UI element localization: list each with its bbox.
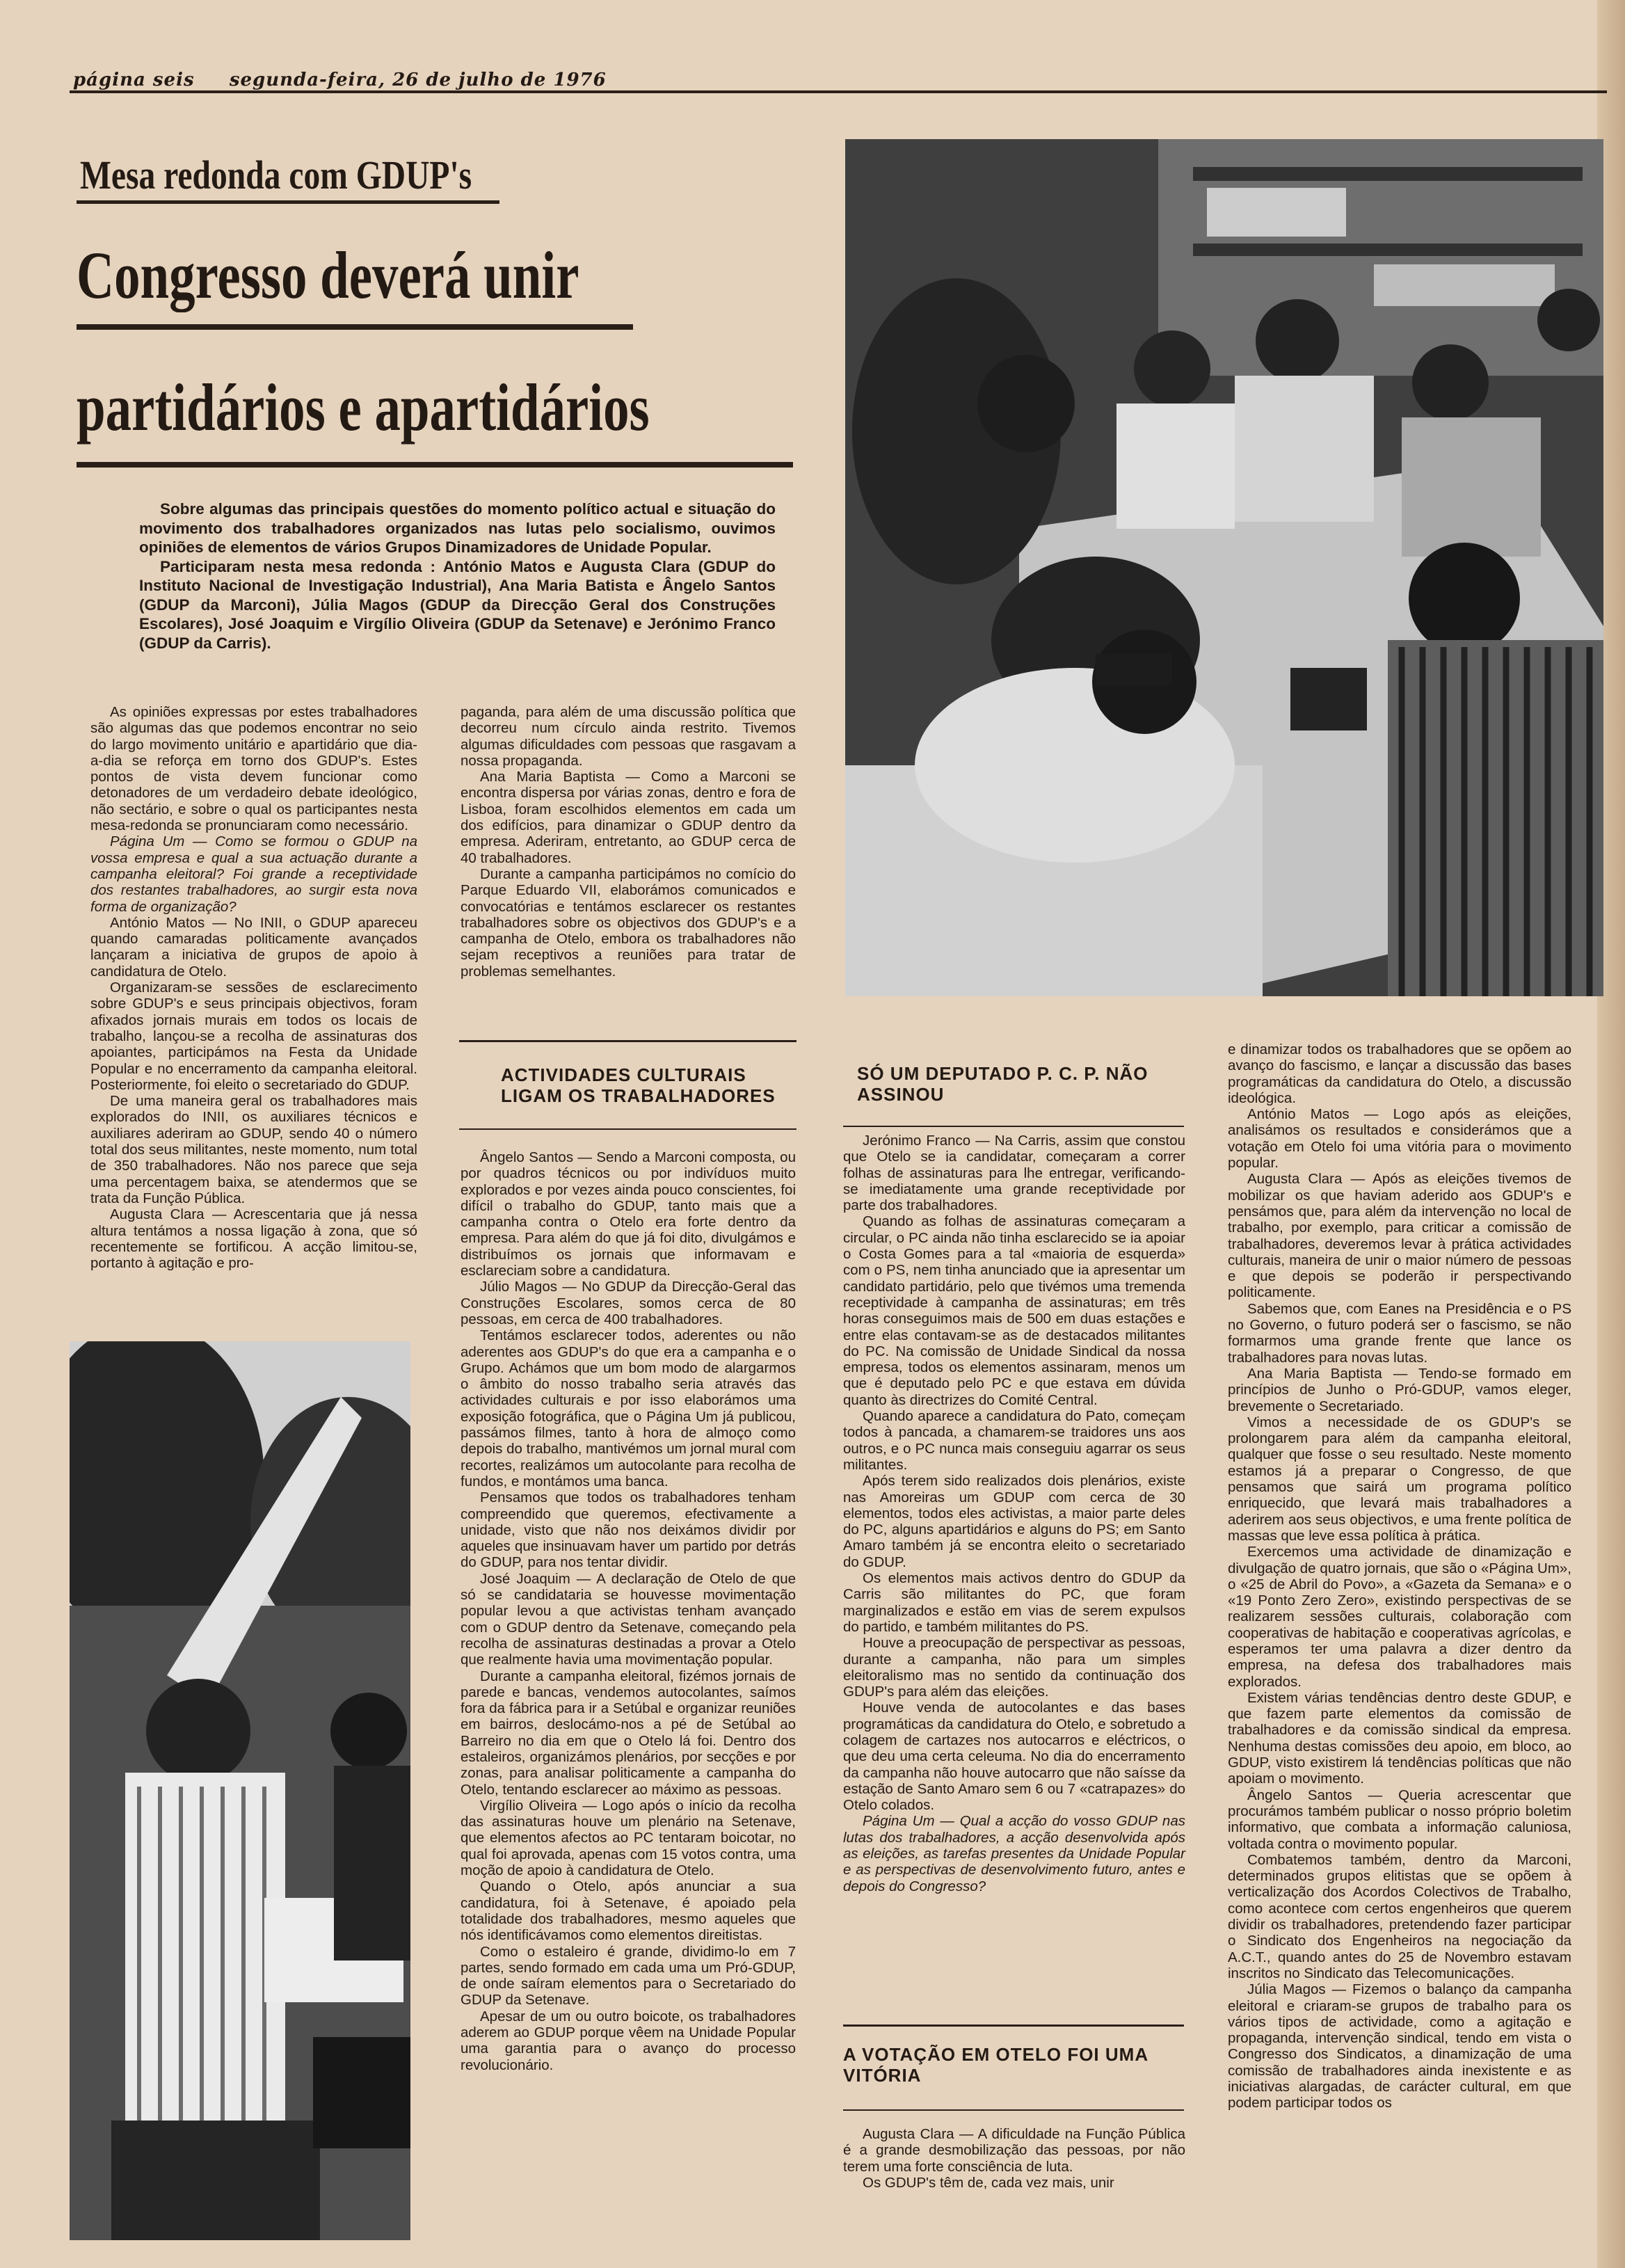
paragraph: Apesar de um ou outro boicote, os trabalhadores aderem ao GDUP porque vêem na Unidade Popular uma garantia para o avanço do processo revolucionário. [461, 2008, 796, 2073]
paragraph: Durante a campanha eleitoral, fizémos jornais de parede e bancas, vendemos autocolantes, saímos fora da fábrica para ir a Setúbal e organizar reuniões em bairros, deslocámo-nos a pé de Setúbal ao Barreiro no dia em que o Otelo lá foi. Dentro dos estaleiros, organizámos plenários, por secções e por zonas, para analisar politicamente a campanha do Otelo, tentando esclarecer ao máximo as pessoas. [461, 1668, 796, 1798]
headline-line-1: Congresso deverá unir [77, 238, 579, 312]
paragraph: Existem várias tendências dentro deste GDUP, e que fazem parte elementos da comissão de trabalhadores e da comissão sindical da empresa. Nenhuma destas comissões deu apoio, em bloco, ao GDUP, visto existirem lá tendências políticas que não apoiam o movimento. [1228, 1689, 1571, 1787]
header-rule [70, 90, 1607, 93]
subhead-cultural-activities: ACTIVIDADES CULTURAIS LIGAM OS TRABALHADORES [501, 1064, 776, 1106]
rally-photo [70, 1341, 410, 2240]
headline-rule-2 [77, 462, 793, 468]
paragraph: Augusta Clara — A dificuldade na Função Pública é a grande desmobilização das pessoas, por não terem uma forte consciência de luta. [843, 2126, 1185, 2175]
question-paragraph: Página Um — Como se formou o GDUP na vossa empresa e qual a sua actuação durante a campanha eleitoral? Foi grande a receptividade dos restantes trabalhadores, ao surgir esta nova forma de organização? [90, 833, 417, 915]
paragraph: Como o estaleiro é grande, dividimo-lo em 7 partes, sendo formado em cada uma um Pró-GDUP, de onde saíram elementos para o Secretariado do GDUP da Setenave. [461, 1943, 796, 2009]
paragraph: As opiniões expressas por estes trabalhadores são algumas das que podemos encontrar no seio do largo movimento unitário e apartidário que dia-a-dia se reforça em torno dos GDUP's. Estes pontos de vista devem funcionar como detonadores de um verdadeiro debate ideológico, não sectário, e sobre o qual os participantes nesta mesa-redonda se pronunciaram como necessário. [90, 704, 417, 834]
article-intro [139, 500, 776, 653]
paragraph: Augusta Clara — Acrescentaria que já nessa altura tentámos a nossa ligação à zona, que só recentemente se fortificou. A acção limitou-se, portanto à agitação e pro- [90, 1206, 417, 1272]
column-3-top [843, 1133, 1185, 1894]
subhead-rule [843, 1126, 1184, 1127]
paragraph: Exercemos uma actividade de dinamização e divulgação de quatro jornais, que são o «Página Um», o «25 de Abril do Povo», a «Gazeta da Semana» e o «19 Ponto Zero Zero», existindo perspectivas de se realizarem sessões culturais, colaboração com cooperativas de habitação e cooperativas agrícolas, e esperamos ter uma palavra a dizer dentro da empresa, na defesa dos trabalhadores mais explorados. [1228, 1544, 1571, 1690]
question-paragraph: Página Um — Qual a acção do vosso GDUP nas lutas dos trabalhadores, a acção desenvolvida após as eleições, as tarefas presentes da Unidade Popular e as perspectivas de desenvolvimento futuro, antes e depois do Congresso? [843, 1813, 1185, 1894]
paragraph: Quando as folhas de assinaturas começaram a circular, o PC ainda não tinha esclarecido se ia apoiar o Costa Gomes para a tal «maioria de esquerda» com o PS, nem tinha anunciado que ia apresentar um candidato partidário, pelo que tivémos uma tremenda receptividade à campanha de assinaturas; em três horas conseguimos mais de 500 em duas estações e entre elas contavam-se as de destacados militantes do PC. Na comissão de Unidade Sindical da nossa empresa, todos os elementos assinaram, menos um que é deputado pelo PC e que estava em dúvida quanto às directrizes do Comité Central. [843, 1213, 1185, 1408]
paragraph: Ana Maria Baptista — Tendo-se formado em princípios de Junho o Pró-GDUP, vamos eleger, brevemente o Secretariado. [1228, 1365, 1571, 1414]
subhead-rule [459, 1128, 797, 1130]
page-label: página seis [73, 70, 195, 90]
paragraph: Virgílio Oliveira — Logo após o início da recolha das assinaturas houve um plenário na Setenave, que elementos afectos ao PC tentaram boicotar, no qual foi aprovada, apenas com 15 votos contra, uma moção de apoio à candidatura de Otelo. [461, 1797, 796, 1879]
page-header [73, 70, 607, 90]
paragraph: Ana Maria Baptista — Como a Marconi se encontra dispersa por várias zonas, dentro e fora de Lisboa, foram escolhidos elementos em cada um dos edifícios, para dinamizar o GDUP dentro da empresa. Aderiram, entretanto, ao GDUP cerca de 40 trabalhadores. [461, 769, 796, 866]
paragraph: Jerónimo Franco — Na Carris, assim que constou que Otelo se ia candidatar, começaram a correr folhas de assinaturas para lhe entregar, verificando-se imediatamente uma grande receptividade por parte dos trabalhadores. [843, 1133, 1185, 1214]
paragraph: De uma maneira geral os trabalhadores mais explorados do INII, os auxiliares técnicos e auxiliares aderiram ao GDUP, sendo 40 o número total dos seus militantes, neste momento, num total de 350 trabalhadores. Não nos parece que seja uma percentagem baixa, se atendermos que se trata da Função Pública. [90, 1093, 417, 1206]
subhead-vote-victory: A VOTAÇÃO EM OTELO FOI UMA VITÓRIA [843, 2044, 1148, 2086]
rally-photo-art [70, 1341, 410, 2240]
column-2-bottom [461, 1149, 796, 2073]
paragraph: Durante a campanha participámos no comício do Parque Eduardo VII, elaborámos comunicados e convocatórias e tentámos esclarecer os restantes trabalhadores sobre os objectivos dos GDUP's e a campanha de Otelo, embora os trabalhadores não sejam receptivos a reuniões para tratar de problemas semelhantes. [461, 865, 796, 980]
paragraph: Augusta Clara — Após as eleições tivemos de mobilizar os que haviam aderido aos GDUP's e pensámos que, para além da intervenção no local de trabalho, por exemplo, para criticar a comissão de trabalhadores, deveremos levar à prática actividades culturais, maneira de unir o maior número de pessoas e que depois se poderão ir perspectivando politicamente. [1228, 1171, 1571, 1301]
column-1 [90, 704, 417, 1271]
subhead-rule [459, 1040, 797, 1042]
column-4 [1228, 1041, 1571, 2111]
paragraph: António Matos — Logo após as eleições, analisámos os resultados e considerámos que a votação em Otelo foi uma vitória para o movimento popular. [1228, 1106, 1571, 1172]
column-3-bottom [843, 2126, 1185, 2191]
paragraph: Houve a preocupação de perspectivar as pessoas, durante a campanha, não para um simples eleitoralismo mas no sentido da continuação dos GDUP's para além das eleições. [843, 1635, 1185, 1700]
subhead-one-deputy: SÓ UM DEPUTADO P. C. P. NÃO ASSINOU [857, 1063, 1148, 1105]
paragraph: Combatemos também, dentro da Marconi, determinados grupos elitistas que se opõem à verticalização dos Acordos Colectivos de Trabalho, como acontece com certos engenheiros que querem dividir os trabalhadores, pretendendo fazer participar o Sindicato dos Engenheiros na negociação da A.C.T., quando antes do 25 de Novembro estavam inscritos no Sindicato das Telecomunicações. [1228, 1851, 1571, 1981]
paragraph: Houve venda de autocolantes e das bases programáticas da candidatura do Otelo, e sobretudo a colagem de cartazes nos autocarros e eléctricos, o que deu uma certa celeuma. No dia do encerramento da campanha não houve autocarro que não saísse da estação de Santo Amaro sem 6 ou 7 «catrapazes» do Otelo colados. [843, 1700, 1185, 1814]
column-2-top [461, 704, 796, 980]
issue-date: segunda-feira, 26 de julho de 1976 [229, 70, 607, 90]
kicker-rule [77, 200, 499, 204]
paragraph: Ângelo Santos — Sendo a Marconi composta, ou por quadros técnicos ou por indivíduos muito explorados e por vezes ainda pouco conscientes, foi difícil o trabalho do GDUP, tanto mais que a campanha contra o Otelo era forte dentro da empresa. Para além do que já foi dito, divulgámos e distribuímos os jornais que informavam e esclareciam sobre a candidatura. [461, 1149, 796, 1279]
headline-rule-1 [77, 324, 633, 330]
paragraph: Ângelo Santos — Queria acrescentar que procurámos também publicar o nosso próprio boletim informativo, que combata a informação caluniosa, voltada contra o movimento popular. [1228, 1787, 1571, 1852]
meeting-photo [845, 139, 1603, 996]
paragraph: Júlio Magos — No GDUP da Direcção-Geral das Construções Escolares, somos cerca de 80 pessoas, em cerca de 400 trabalhadores. [461, 1279, 796, 1327]
subhead-rule [843, 2109, 1184, 2111]
paragraph: Júlia Magos — Fizemos o balanço da campanha eleitoral e criaram-se grupos de trabalho para os vários tipos de actividade, como a agitação e propaganda, intervenção sindical, tendo em vista o Congresso dos Sindicatos, a dinamização de uma comissão de trabalhadores ainda inexistente e as iniciativas alargadas, de carácter cultural, em que podem participar todos os [1228, 1981, 1571, 2111]
paragraph: paganda, para além de uma discussão política que decorreu num círculo ainda restrito. Tivemos algumas dificuldades com pessoas que rasgavam a nossa propaganda. [461, 704, 796, 769]
paragraph: Pensamos que todos os trabalhadores tenham compreendido que queremos, efectivamente a unidade, visto que não nos deixámos dividir por aqueles que insinuavam haver um partido por detrás do GDUP, para nos tentar dividir. [461, 1490, 796, 1571]
paragraph: e dinamizar todos os trabalhadores que se opõem ao avanço do fascismo, e lançar a discussão das bases programáticas da candidatura do Otelo, a discussão ideológica. [1228, 1041, 1571, 1106]
paragraph: Quando o Otelo, após anunciar a sua candidatura, foi à Setenave, é apoiado pela totalidade dos trabalhadores, mesmo aqueles que nós identificávamos como elementos direitistas. [461, 1878, 796, 1944]
intro-paragraph: Sobre algumas das principais questões do momento político actual e situação do movimento dos trabalhadores organizados nas lutas pelo socialismo, ouvimos opiniões de elementos de vários Grupos Dinamizadores de Unidade Popular. [139, 500, 776, 556]
article-kicker: Mesa redonda com GDUP's [80, 152, 472, 198]
paragraph: Quando aparece a candidatura do Pato, começam todos à pancada, a chamarem-se traidores uns aos outros, e o PC nunca mais conseguiu agarrar os seus militantes. [843, 1408, 1185, 1473]
paragraph: José Joaquim — A declaração de Otelo de que só se candidataria se houvesse movimentação popular levou a que activistas tenham avançado com o GDUP dentro da Setenave, começando pela recolha de assinaturas destinadas a provar a Otelo que realmente havia uma movimentação popular. [461, 1570, 796, 1668]
paragraph: António Matos — No INII, o GDUP apareceu quando camaradas politicamente avançados lançaram a iniciativa de grupos de apoio à candidatura de Otelo. [90, 914, 417, 980]
paragraph: Vimos a necessidade de os GDUP's se prolongarem para além da campanha eleitoral, qualquer que fosse o seu resultado. Neste momento estamos já a preparar o Congresso, de que pensamos que sairá um programa político enriquecido, que levará mais trabalhadores a aderirem aos seus objectivos, e uma frente política de massas que leve essa política à prática. [1228, 1414, 1571, 1544]
paragraph: Organizaram-se sessões de esclarecimento sobre GDUP's e seus principais objectivos, foram afixados jornais murais em todos os locais de trabalho, lançou-se a recolha de assinaturas dos apoiantes, participámos na Festa da Unidade Popular e no encerramento da campanha eleitoral. Posteriormente, foi eleito o secretariado do GDUP. [90, 980, 417, 1093]
headline-line-2: partidários e apartidários [77, 370, 650, 445]
paragraph: Os elementos mais activos dentro do GDUP da Carris são militantes do PC, que foram marginalizados e estão em vias de serem expulsos do partido, e também militantes do PS. [843, 1570, 1185, 1635]
meeting-photo-art [845, 139, 1603, 996]
paragraph: Após terem sido realizados dois plenários, existe nas Amoreiras um GDUP com cerca de 30 elementos, todos eles activistas, a maior parte deles do PC, alguns apartidários e alguns do PS; em Santo Amaro também já se encontra eleito o secretariado do GDUP. [843, 1473, 1185, 1570]
subhead-rule [843, 2025, 1184, 2027]
intro-participants: Participaram nesta mesa redonda : António Matos e Augusta Clara (GDUP do Instituto Nacional de Investigação Industrial), Ana Maria Batista e Ângelo Santos (GDUP da Marconi), Júlia Magos (GDUP da Direcção Geral dos Construções Escolares), José Joaquim e Virgílio Oliveira (GDUP da Setenave) e Jerónimo Franco (GDUP da Carris). [139, 557, 776, 652]
paragraph: Sabemos que, com Eanes na Presidência e o PS no Governo, o futuro poderá ser o fascismo, se não formarmos uma grande frente que lance os trabalhadores para novas lutas. [1228, 1300, 1571, 1366]
paragraph: Os GDUP's têm de, cada vez mais, unir [863, 2174, 1114, 2191]
paragraph: Tentámos esclarecer todos, aderentes ou não aderentes aos GDUP's do que era a campanha e o Grupo. Achámos que um bom modo de alargarmos o âmbito do nosso trabalho seria através das actividades culturais e por isso elaborámos uma exposição fotográfica, que o Página Um já publicou, passámos filmes, tanto à hora de almoço como depois do trabalho, mantivémos um jornal mural com recortes, realizámos um autocolante para recolha de fundos, e montámos uma banca. [461, 1327, 796, 1490]
